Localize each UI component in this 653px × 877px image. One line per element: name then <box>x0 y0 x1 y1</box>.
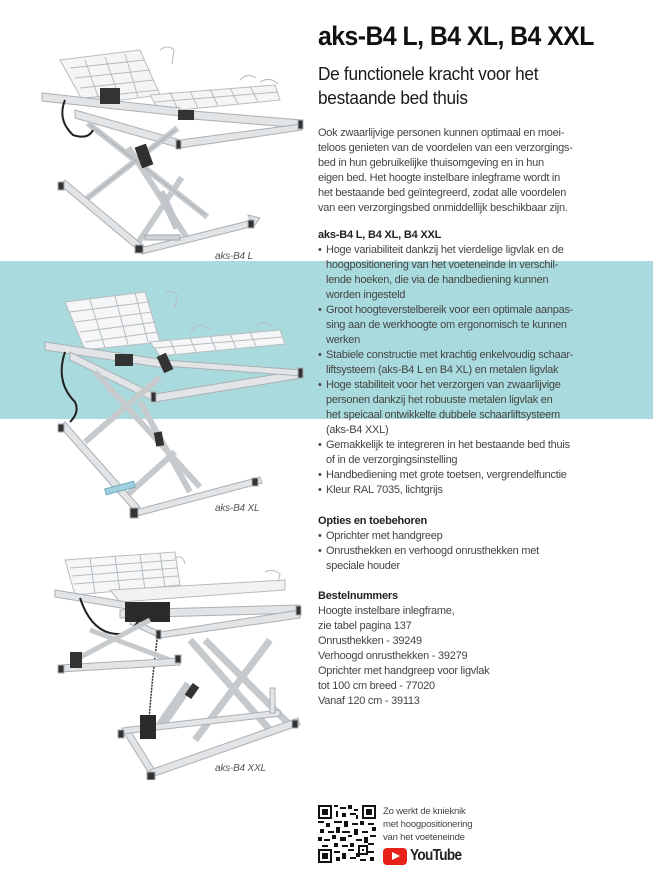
qr-code-icon[interactable] <box>318 805 376 863</box>
features-list <box>318 243 648 498</box>
feature-line: Gemakkelijk te integreren in het bestaande bed thuis <box>326 439 570 451</box>
product-image-b4-xl <box>30 282 310 522</box>
bullet-icon: • <box>318 530 322 542</box>
video-description-line: met hoogpositionering <box>383 819 473 830</box>
features-section <box>318 228 648 498</box>
feature-item <box>318 378 648 438</box>
options-list <box>318 529 648 574</box>
intro-line: Ook zwaarlijvige personen kunnen optimaal en moei- <box>318 127 565 139</box>
features-heading: aks-B4 L, B4 XL, B4 XXL <box>318 229 442 241</box>
product-image-b4-xxl <box>30 540 310 780</box>
youtube-link[interactable] <box>383 847 470 865</box>
feature-item <box>318 303 648 348</box>
feature-line: hoogpositionering van het voeteneinde in verschil- <box>326 259 559 271</box>
video-link-area[interactable] <box>318 805 518 870</box>
option-line: Oprichter met handgreep <box>326 530 443 542</box>
order-line: tot 100 cm breed - 77020 <box>318 680 435 692</box>
youtube-wordmark: YouTube <box>410 847 462 864</box>
bullet-icon: • <box>318 349 322 361</box>
feature-line: liftsysteem (aks-B4 L en B4 XL) en metalen ligvlak <box>326 364 559 376</box>
options-heading: Opties en toebehoren <box>318 515 428 527</box>
feature-item <box>318 438 648 468</box>
bullet-icon: • <box>318 244 322 256</box>
feature-line: Stabiele constructie met krachtig enkelvoudig schaar- <box>326 349 574 361</box>
feature-item <box>318 243 648 303</box>
feature-item <box>318 483 648 498</box>
subtitle-line: De functionele kracht voor het <box>318 63 539 84</box>
intro-paragraph <box>318 126 578 216</box>
feature-line: het speicaal ontwikkelte dubbele schaarliftsysteem <box>326 409 560 421</box>
feature-line: werken <box>326 334 360 346</box>
bullet-icon: • <box>318 545 322 557</box>
feature-line: Groot hoogteverstelbereik voor een optimale aanpas- <box>326 304 574 316</box>
feature-line: Hoge stabiliteit voor het verzorgen van zwaarlijvige <box>326 379 561 391</box>
intro-line: het bestaande bed geïntegreerd, zodat alle voordelen <box>318 187 567 199</box>
product-caption-b4-xxl: aks-B4 XXL <box>215 763 266 774</box>
order-line: Onrusthekken - 39249 <box>318 635 422 647</box>
order-line: Vanaf 120 cm - 39113 <box>318 695 420 707</box>
product-images-column <box>0 0 315 877</box>
feature-line: Hoge variabiliteit dankzij het vierdelige ligvlak en de <box>326 244 564 256</box>
feature-line: lende hoeken, die via de handbediening kunnen <box>326 274 549 286</box>
intro-line: bed in hun gebruikelijke thuisomgeving en in hun <box>318 157 544 169</box>
page-subtitle <box>318 62 569 110</box>
feature-line: personen dankzij het robuuste metalen ligvlak en <box>326 394 553 406</box>
order-line: Oprichter met handgreep voor ligvlak <box>318 665 490 677</box>
feature-line: Kleur RAL 7035, lichtgrijs <box>326 484 443 496</box>
subtitle-line: bestaande bed thuis <box>318 87 468 108</box>
bed-frame-illustration-xl <box>30 282 310 522</box>
order-line: Hoogte instelbare inlegframe, <box>318 605 455 617</box>
product-caption-b4-l: aks-B4 L <box>215 251 253 262</box>
bullet-icon: • <box>318 439 322 451</box>
feature-line: of in de verzorgingsinstelling <box>326 454 458 466</box>
video-description-line: van het voeteneinde <box>383 832 465 843</box>
feature-line: (aks-B4 XXL) <box>326 424 389 436</box>
order-numbers-list <box>318 604 648 709</box>
option-line: Onrusthekken en verhoogd onrusthekken met <box>326 545 539 557</box>
order-numbers-heading: Bestelnummers <box>318 590 398 602</box>
intro-line: eigen bed. Het hoogte instelbare inlegframe wordt in <box>318 172 560 184</box>
options-section <box>318 514 648 574</box>
product-image-b4-l <box>30 20 310 260</box>
bullet-icon: • <box>318 469 322 481</box>
bullet-icon: • <box>318 379 322 391</box>
order-line: zie tabel pagina 137 <box>318 620 412 632</box>
option-item <box>318 544 648 574</box>
feature-line: Handbediening met grote toetsen, vergrendelfunctie <box>326 469 567 481</box>
intro-line: teloos genieten van de voordelen van een verzorgings- <box>318 142 573 154</box>
product-caption-b4-xl: aks-B4 XL <box>215 503 260 514</box>
feature-item <box>318 468 648 483</box>
intro-line: van een verzorgingsbed onmiddellijk beschikbaar zijn. <box>318 202 568 214</box>
page-title: aks-B4 L, B4 XL, B4 XXL <box>318 21 594 51</box>
option-item <box>318 529 648 544</box>
feature-line: worden ingesteld <box>326 289 406 301</box>
video-description-line: Zo werkt de knieknik <box>383 806 466 817</box>
video-description <box>383 805 472 844</box>
youtube-play-icon <box>383 848 407 865</box>
bed-frame-illustration-xxl <box>30 540 310 780</box>
option-line: speciale houder <box>326 560 400 572</box>
order-line: Verhoogd onrusthekken - 39279 <box>318 650 468 662</box>
feature-line: sing aan de werkhoogte om ergonomisch te kunnen <box>326 319 567 331</box>
text-column <box>318 20 648 216</box>
order-numbers-section <box>318 589 648 709</box>
bullet-icon: • <box>318 304 322 316</box>
bullet-icon: • <box>318 484 322 496</box>
bed-frame-illustration-l <box>30 20 310 260</box>
feature-item <box>318 348 648 378</box>
